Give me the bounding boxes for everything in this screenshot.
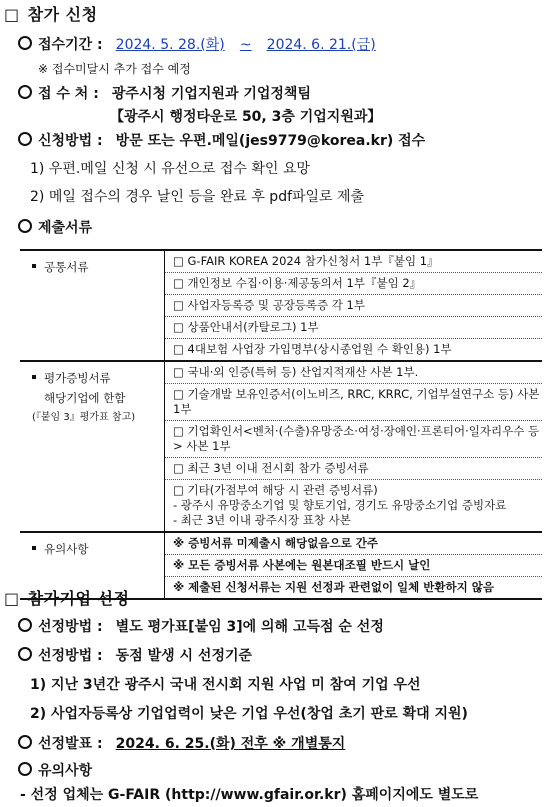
selection-caution-row: 유의사항 <box>18 760 92 780</box>
method-note1: 1) 우편.메일 신청 시 유선으로 접수 확인 요망 <box>30 161 310 177</box>
method-row: 신청방법 : 방문 또는 우편.메일(jes9779@korea.kr) 접수 <box>18 130 425 150</box>
list-item: □ 최근 3년 이내 전시회 참가 증빙서류 <box>165 458 542 480</box>
list-item: □ 사업자등록증 및 공장등록증 각 1부 <box>165 295 542 317</box>
common-docs-items <box>165 250 543 361</box>
period-start: 2024. 5. 28.(화) <box>115 37 225 53</box>
caution-items <box>165 532 543 599</box>
table-row <box>20 361 542 532</box>
circle-bullet-icon <box>18 618 32 632</box>
list-item: □ 4대보험 사업장 가입명부(상시종업원 수 확인용) 1부 <box>173 342 452 356</box>
selection-method-row: 선정방법 : 별도 평가표[붙임 3]에 의해 고득점 순 선정 <box>18 616 384 636</box>
place-line2: 【광주시 행정타운로 50, 3층 기업지원과】 <box>110 109 382 125</box>
section-title-selection: □ 참가기업 선정 <box>4 589 130 608</box>
list-item: □ 기업확인서<벤처·(수출)유망중소·여성·장애인·프론티어·일자리우수 등> 사본 1부 <box>165 421 542 458</box>
tie-note2: 2) 사업자등록상 기업업력이 낮은 기업 우선(창업 초기 판로 확대 지원) <box>30 706 468 722</box>
list-item: □ 기술개발 보유인증서(이노비즈, RRC, KRRC, 기업부설연구소 등) 사본 1부 <box>165 384 542 421</box>
list-item: ※ 제출된 신청서류는 지원 선정과 관련없이 일체 반환하지 않음 <box>173 580 494 594</box>
circle-bullet-icon <box>18 735 32 749</box>
eval-docs-cell: 평가증빙서류 해당기업에 한함 (『붙임 3』평가표 참고) <box>32 371 136 423</box>
list-item: □ 개인정보 수집·이용·제공동의서 1부『붙임 2』 <box>165 273 542 295</box>
place-row: 접 수 처 : 광주시청 기업지원과 기업정책팀 <box>18 83 311 103</box>
square-bullet-icon <box>32 546 36 550</box>
square-bullet-icon <box>32 264 36 268</box>
list-item: ※ 모든 증빙서류 사본에는 원본대조필 반드시 날인 <box>165 555 542 577</box>
method-note2: 2) 메일 접수의 경우 날인 등을 완료 후 pdf파일로 제출 <box>30 189 365 205</box>
tie-note1: 1) 지난 3년간 광주시 국내 전시회 지원 사업 미 참여 기업 우선 <box>30 677 421 693</box>
method-value: 방문 또는 우편.메일(jes9779@korea.kr) 접수 <box>115 133 426 149</box>
list-item: □ 국내·외 인증(특허 등) 산업지적재산 사본 1부. <box>165 362 542 384</box>
caution-cell: 유의사항 <box>20 532 165 599</box>
circle-bullet-icon <box>18 132 32 146</box>
tie-method-row: 선정방법 : 동점 발생 시 선정기준 <box>18 645 252 665</box>
section-title-application: □ 참가 신청 <box>4 5 98 24</box>
square-bullet-icon <box>32 375 36 379</box>
list-item: □ 상품안내서(카탈로그) 1부 <box>165 317 542 339</box>
place-line1: 광주시청 기업지원과 기업정책팀 <box>111 86 311 102</box>
list-item: □ 기타(가점부여 해당 시 관련 증빙서류) - 광주시 유망중소기업 및 향토기업, 경기도 유망중소기업 증빙자료 - 최근 3년 이내 광주시장 표창 사본 <box>173 483 507 527</box>
circle-bullet-icon <box>18 219 32 233</box>
checkbox-square-icon: □ <box>4 589 20 608</box>
circle-bullet-icon <box>18 762 32 776</box>
selection-method-value: 별도 평가표[붙임 3]에 의해 고득점 순 선정 <box>115 619 384 635</box>
tie-method-value: 동점 발생 시 선정기준 <box>115 648 253 664</box>
common-docs-cell: 공통서류 <box>20 250 165 361</box>
eval-docs-items <box>165 361 543 532</box>
list-item: ※ 증빙서류 미제출시 해당없음으로 간주 <box>165 533 542 555</box>
announcement-value: 2024. 6. 25.(화) 전후 ※ 개별통지 <box>115 736 346 752</box>
circle-bullet-icon <box>18 85 32 99</box>
circle-bullet-icon <box>18 647 32 661</box>
docs-row: 제출서류 <box>18 217 92 237</box>
period-row: 접수기간 : 2024. 5. 28.(화) ~ 2024. 6. 21.(금) <box>18 34 376 54</box>
period-sep: ~ <box>239 37 252 53</box>
documents-table <box>20 249 542 600</box>
list-item: □ G-FAIR KOREA 2024 참가신청서 1부『붙임 1』 <box>165 251 542 273</box>
checkbox-square-icon: □ <box>4 5 20 24</box>
circle-bullet-icon <box>18 36 32 50</box>
period-note: ※ 접수미달시 추가 접수 예정 <box>38 62 191 76</box>
table-row <box>20 250 542 361</box>
selection-caution-note: - 선정 업체는 G-FAIR (http://www.gfair.or.kr) 홈페이지에도 별도로 <box>20 787 479 803</box>
period-end: 2024. 6. 21.(금) <box>266 37 376 53</box>
announcement-row: 선정발표 : 2024. 6. 25.(화) 전후 ※ 개별통지 <box>18 733 345 753</box>
